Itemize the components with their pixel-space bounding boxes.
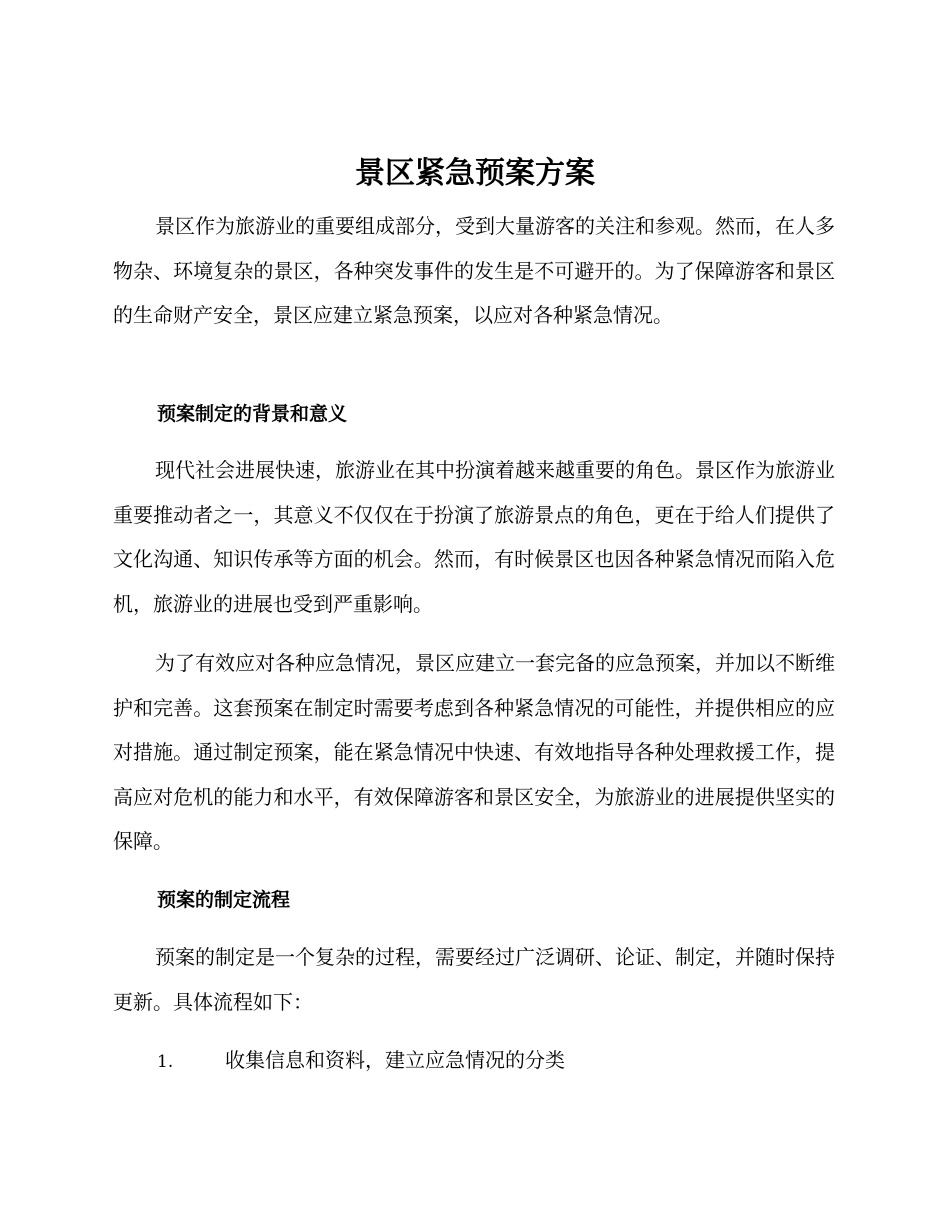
list-item-number: 1. [157,1052,174,1072]
section-heading-background: 预案制定的背景和意义 [157,403,348,425]
document-title: 景区紧急预案方案 [355,156,595,191]
process-paragraph: 预案的制定是一个复杂的过程，需要经过广泛调研、论证、制定，并随时保持更新。具体流程如下： [113,945,835,1014]
background-paragraph-1: 现代社会进展快速，旅游业在其中扮演着越来越重要的角色。景区作为旅游业重要推动者之一，其意义不仅仅在于扮演了旅游景点的角色，更在于给人们提供了文化沟通、知识传承等方面的机会。然而，有时候景区也因各种紧急情况而陷入危机，旅游业的进展也受到严重影响。 [113,458,835,616]
list-item [157,1044,565,1078]
section-heading-process: 预案的制定流程 [157,889,291,911]
intro-paragraph: 景区作为旅游业的重要组成部分，受到大量游客的关注和参观。然而，在人多物杂、环境复杂的景区，各种突发事件的发生是不可避开的。为了保障游客和景区的生命财产安全，景区应建立紧急预案，以应对各种紧急情况。 [113,214,835,327]
list-item-text: 收集信息和资料，建立应急情况的分类 [225,1048,565,1072]
background-paragraph-2: 为了有效应对各种应急情况，景区应建立一套完备的应急预案，并加以不断维护和完善。这套预案在制定时需要考虑到各种紧急情况的可能性，并提供相应的应对措施。通过制定预案，能在紧急情况中快速、有效地指导各种处理救援工作，提高应对危机的能力和水平，有效保障游客和景区安全，为旅游业的进展提供坚实的保障。 [113,651,835,853]
